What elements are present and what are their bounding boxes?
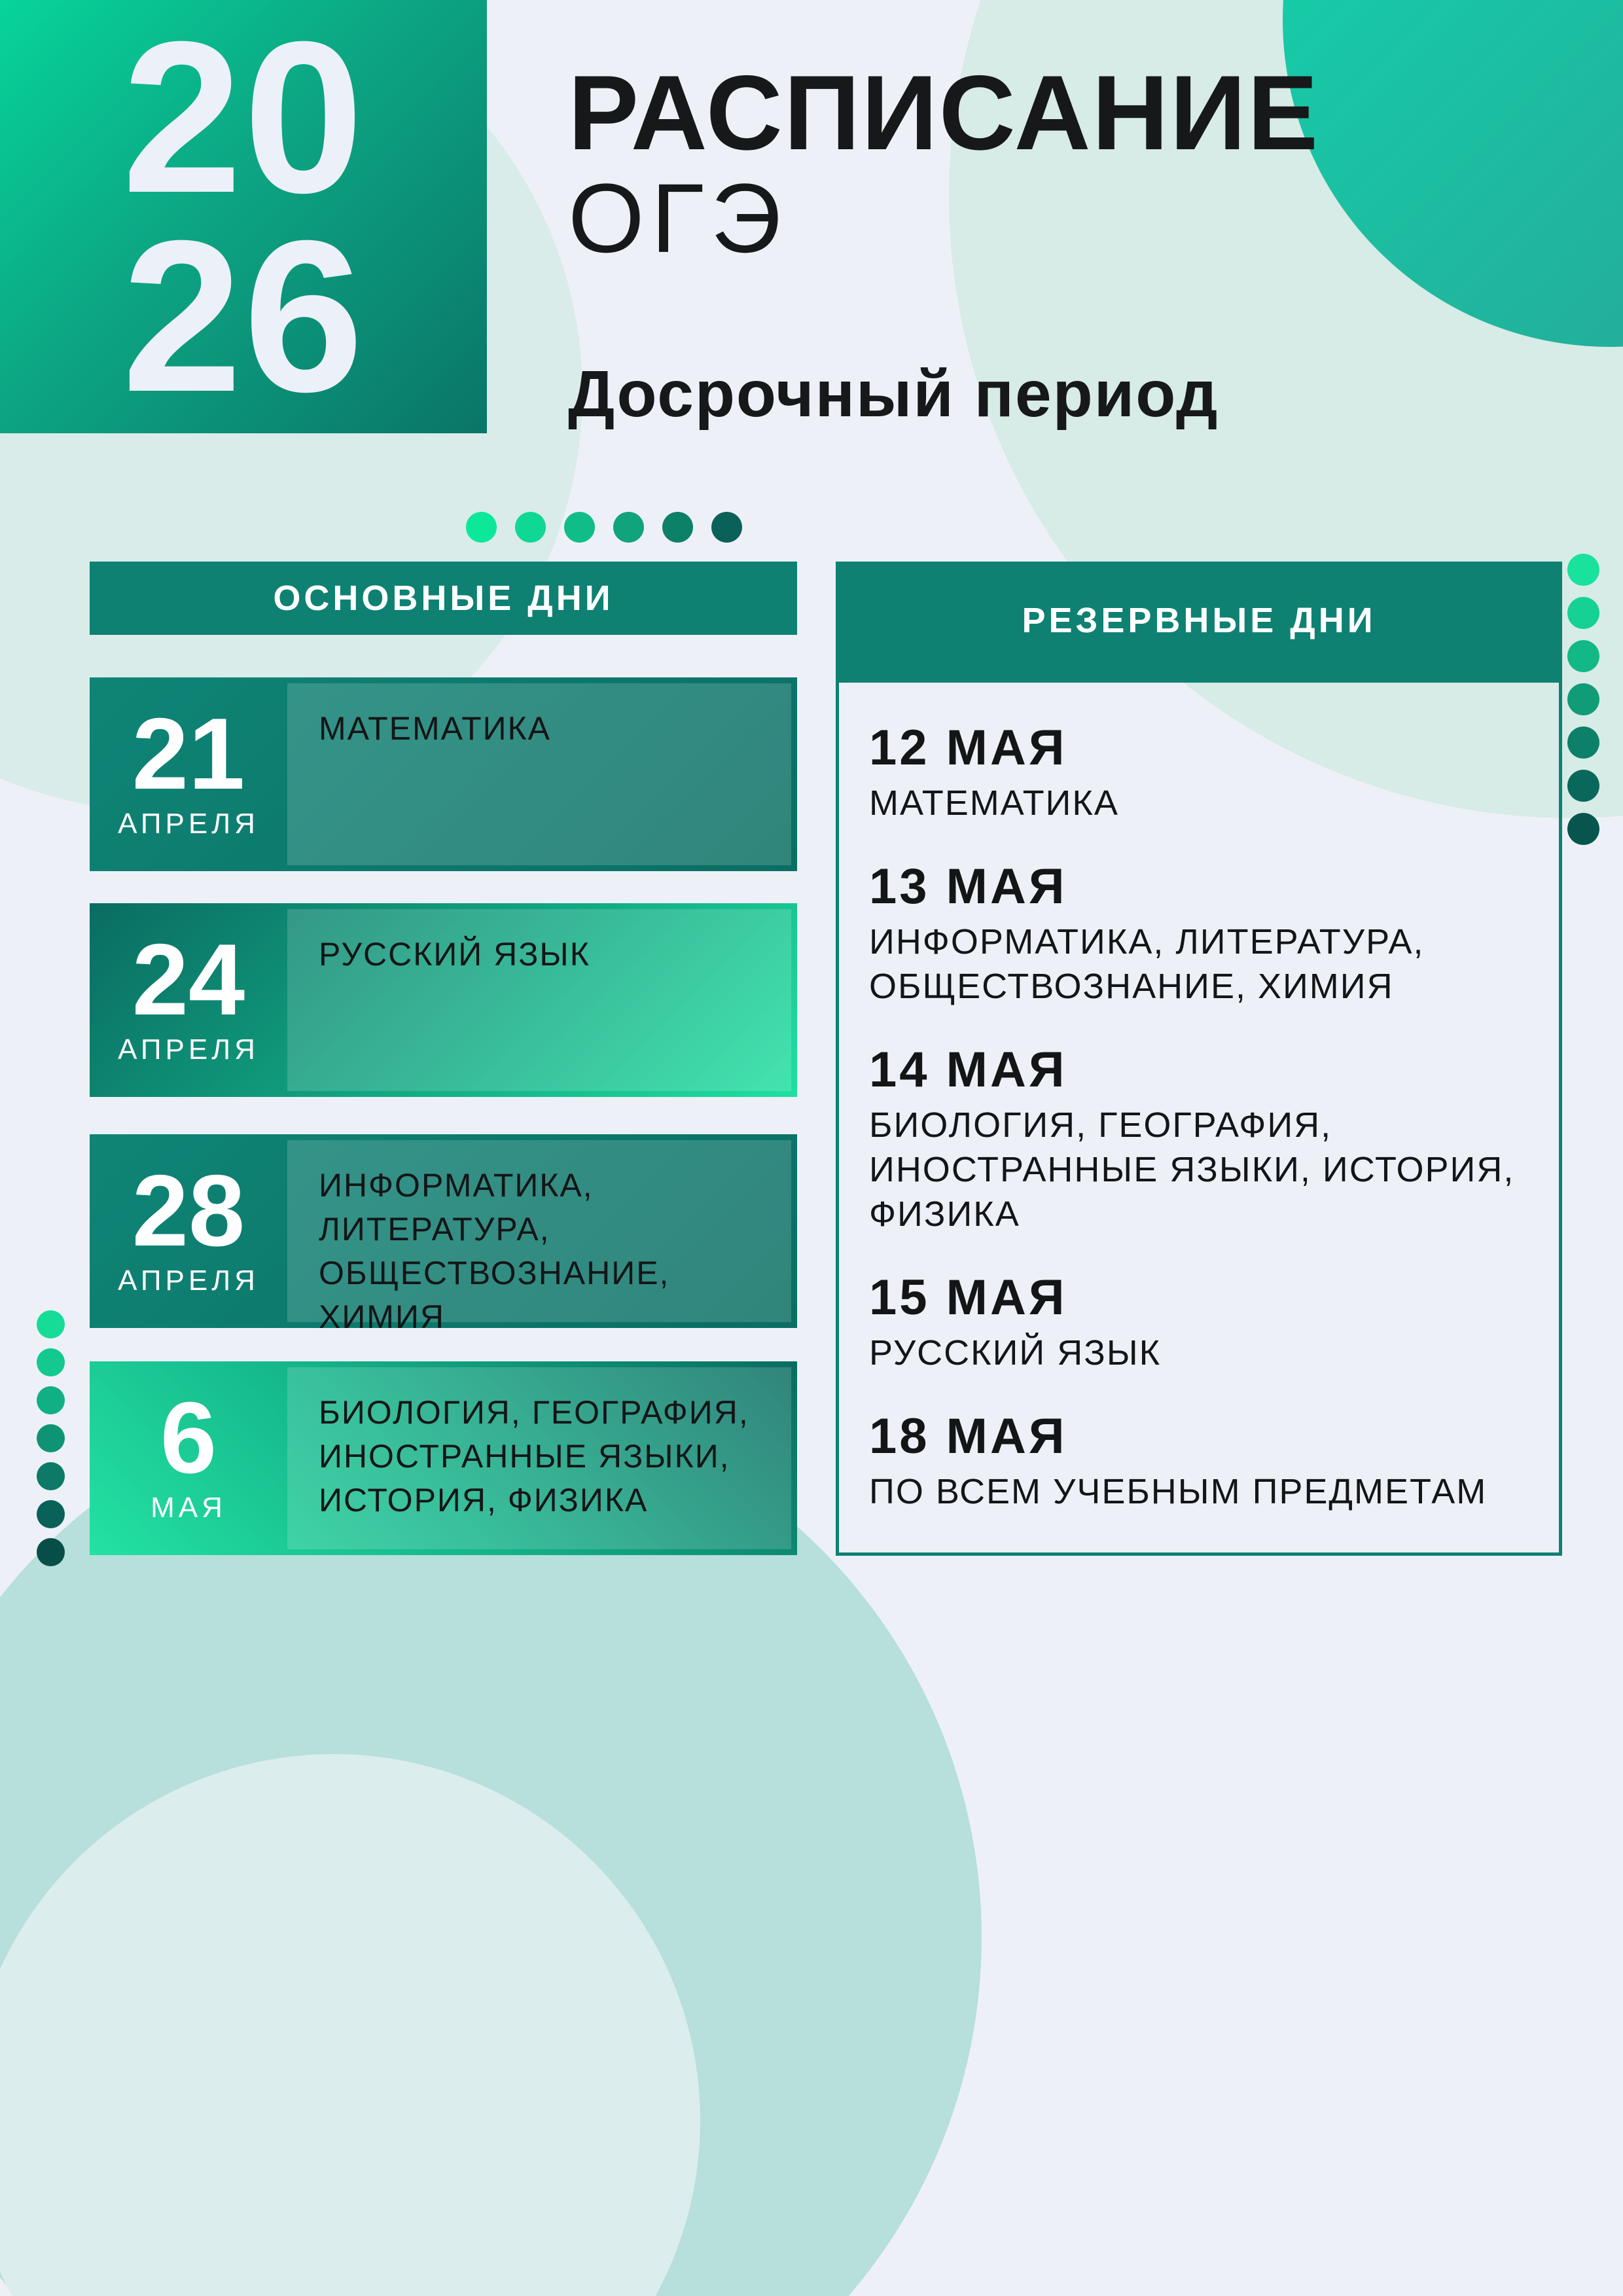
reserve-entry-date: 13 МАЯ (869, 859, 1067, 915)
card-day-number: 28 (132, 1154, 245, 1268)
vertical-dots-left (37, 1310, 65, 1566)
dot (564, 512, 595, 543)
card-month-label: АПРЕЛЯ (118, 1264, 259, 1297)
card-date (90, 903, 287, 1097)
card-subjects: РУССКИЙ ЯЗЫК (319, 936, 590, 973)
card-month-label: МАЯ (151, 1491, 226, 1524)
reserve-entry-subjects: БИОЛОГИЯ, ГЕОГРАФИЯ, ИНОСТРАННЫЕ ЯЗЫКИ, ИСТОРИЯ, ФИЗИКА (869, 1105, 1515, 1234)
card-subjects-panel (287, 909, 791, 1091)
reserve-entry-subjects: ИНФОРМАТИКА, ЛИТЕРАТУРА, ОБЩЕСТВОЗНАНИЕ, ХИМИЯ (869, 922, 1425, 1007)
reserve-entry-date: 15 МАЯ (869, 1270, 1067, 1326)
dot (37, 1386, 65, 1414)
main-day-card-21-april (90, 677, 797, 871)
reserve-entry-subjects: ПО ВСЕМ УЧЕБНЫМ ПРЕДМЕТАМ (869, 1472, 1488, 1512)
dot (613, 512, 644, 543)
card-month-label: АПРЕЛЯ (118, 1033, 259, 1066)
card-subjects-panel (287, 1367, 791, 1549)
reserve-days-header: РЕЗЕРВНЫЕ ДНИ (836, 562, 1562, 679)
main-day-card-28-april (90, 1134, 797, 1335)
reserve-entry-date: 12 МАЯ (869, 720, 1067, 776)
reserve-days-box (836, 679, 1562, 1556)
period-label: Досрочный период (568, 357, 1219, 431)
dot (1567, 640, 1599, 672)
dot (1567, 770, 1599, 802)
dot (37, 1424, 65, 1452)
horizontal-dots-decoration (466, 512, 742, 543)
card-subjects-panel (287, 1140, 791, 1335)
exam-type-label: ОГЭ (568, 163, 788, 274)
reserve-entry-date: 14 МАЯ (869, 1042, 1067, 1098)
dot (466, 512, 497, 543)
reserve-entry-13-may (869, 859, 1539, 1009)
main-day-card-6-may (90, 1361, 797, 1555)
dot (37, 1462, 65, 1490)
reserve-entry-12-may (869, 720, 1539, 825)
reserve-entry-subjects: РУССКИЙ ЯЗЫК (869, 1333, 1162, 1373)
main-days-header: ОСНОВНЫЕ ДНИ (90, 562, 797, 635)
dot (662, 512, 693, 543)
reserve-entry-subjects: МАТЕМАТИКА (869, 783, 1119, 823)
main-day-card-24-april (90, 903, 797, 1097)
year-line-bottom: 26 (122, 195, 365, 437)
dot (37, 1348, 65, 1376)
title-block (568, 54, 1320, 274)
card-day-number: 21 (132, 697, 245, 811)
reserve-entry-date: 18 МАЯ (869, 1408, 1067, 1465)
poster-title: РАСПИСАНИЕ (568, 54, 1320, 172)
card-day-number: 6 (160, 1381, 217, 1495)
dot (1567, 683, 1599, 715)
dot (1567, 597, 1599, 629)
vertical-dots-right (1567, 554, 1599, 845)
card-date (90, 1134, 287, 1328)
dot (1567, 726, 1599, 759)
reserve-entry-14-may (869, 1042, 1539, 1236)
dot (1567, 554, 1599, 586)
card-subjects: ИНФОРМАТИКА, ЛИТЕРАТУРА, ОБЩЕСТВОЗНАНИЕ, ХИМИЯ (319, 1167, 670, 1335)
card-day-number: 24 (132, 923, 245, 1037)
card-subjects: БИОЛОГИЯ, ГЕОГРАФИЯ, ИНОСТРАННЫЕ ЯЗЫКИ, ИСТОРИЯ, ФИЗИКА (319, 1394, 749, 1518)
card-date (90, 677, 287, 871)
year-line-top: 20 (122, 0, 365, 238)
dot (711, 512, 742, 543)
reserve-entry-15-may (869, 1270, 1539, 1375)
card-subjects: МАТЕМАТИКА (319, 710, 552, 747)
card-subjects-panel (287, 683, 791, 865)
dot (37, 1310, 65, 1338)
reserve-entry-18-may (869, 1408, 1539, 1514)
card-month-label: АПРЕЛЯ (118, 807, 259, 840)
dot (37, 1538, 65, 1566)
dot (1567, 813, 1599, 845)
dot (515, 512, 546, 543)
year-badge (0, 0, 487, 437)
card-date (90, 1361, 287, 1555)
dot (37, 1500, 65, 1528)
